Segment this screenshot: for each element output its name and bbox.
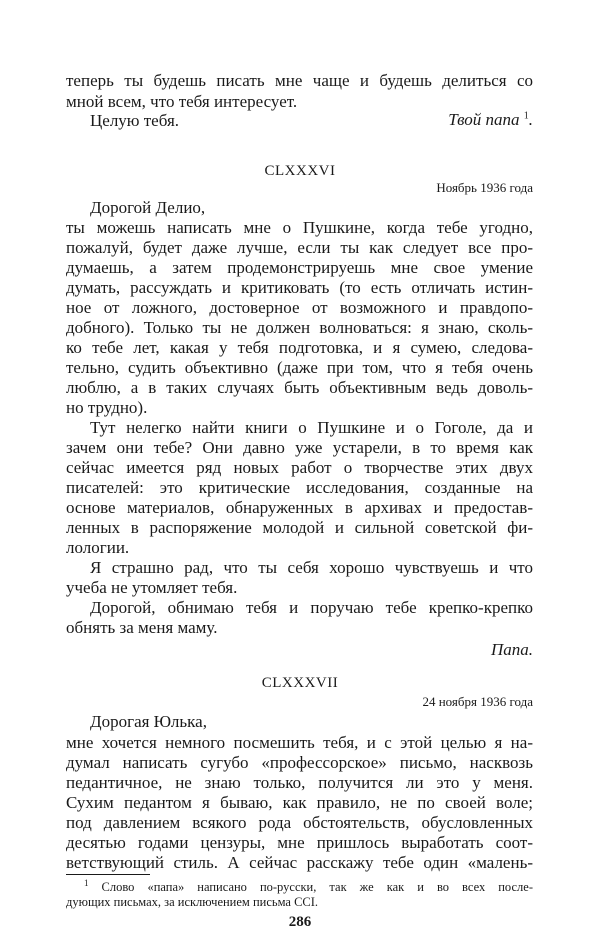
text-line: думать, рассуждать и критиковать (то есть отличать истин- <box>66 278 533 297</box>
text-line: Сухим педантом я бываю, как правило, не по своей воле; <box>66 793 533 812</box>
text-line: теперь ты будешь писать мне чаще и будешь делиться со <box>66 71 533 90</box>
text-line: думаешь, а затем продемонстрируешь мне свое умение <box>66 258 533 277</box>
letter-number: CLXXXVI <box>264 163 336 179</box>
footnote-line: дующих письмах, за исключением письма CCI. <box>66 895 319 909</box>
text-line: Я страшно рад, что ты себя хорошо чувствуешь и что <box>90 558 533 577</box>
page-number: 286 <box>288 914 312 930</box>
text-line: под давлением всякого рода обстоятельств, обусловленных <box>66 813 533 832</box>
text-line: ветствующий стиль. А сейчас расскажу тебе один «малень- <box>66 853 533 872</box>
text-line: ты можешь написать мне о Пушкине, когда тебе угодно, <box>66 218 533 237</box>
text-line: Тут нелегко найти книги о Пушкине и о Гоголе, да и <box>90 418 533 437</box>
text-line: люблю, а в таких случаях быть объективным ведь доволь- <box>66 378 533 397</box>
letter-date: Ноябрь 1936 года <box>436 180 533 195</box>
text-line: сейчас имеется ряд новых работ о творчестве этих двух <box>66 458 533 477</box>
signature-period: . <box>528 110 533 129</box>
letter-salutation: Дорогая Юлька, <box>90 712 207 731</box>
text-line: тельно, судить объективно (даже при том, что я тебя очень <box>66 358 533 377</box>
letter-salutation: Дорогой Делио, <box>90 198 206 217</box>
footnote-mark: 1 <box>84 877 89 888</box>
text-line: лологии. <box>66 538 130 557</box>
text-line: основе материалов, обнаруженных в архивах и предостав- <box>66 498 533 517</box>
letter-closing: Целую тебя. <box>90 111 180 130</box>
signature-text: Твой папа <box>448 110 520 129</box>
footnote-line <box>84 877 533 895</box>
text-line: десятью годами цензуры, мне пришлось выработать соот- <box>66 833 533 852</box>
text-line: ленных в распоряжение молодой и сильной советской фи- <box>66 518 533 537</box>
letter-date: 24 ноября 1936 года <box>422 694 533 709</box>
text-line: мной всем, что тебя интересует. <box>66 92 298 111</box>
text-line: учеба не утомляет тебя. <box>66 578 238 597</box>
text-line: мне хочется немного посмешить тебя, и с этой целью я на- <box>66 733 533 752</box>
letter-signature <box>448 110 533 130</box>
text-line: писателей: это критические исследования, созданные на <box>66 478 533 497</box>
text-line: педантичное, не знаю только, получится ли это у меня. <box>66 773 533 792</box>
letter-number: CLXXXVII <box>261 675 339 691</box>
footnote-reference: 1 <box>523 110 529 122</box>
text-line: зачем они тебе? Они давно уже устарели, в то время как <box>66 438 533 457</box>
footnote-rule <box>66 874 150 875</box>
text-line: думал написать сугубо «профессорское» письмо, насквозь <box>66 753 533 772</box>
text-line: добного). Только ты не должен волноваться: я знаю, сколь- <box>66 318 533 337</box>
text-line: ное от ложного, достоверное от возможного и правдопо- <box>66 298 533 317</box>
text-line: ко тебе лет, какая у тебя подготовка, и я сумею, следова- <box>66 338 533 357</box>
letter-signature: Папа. <box>490 640 533 659</box>
text-line: Дорогой, обнимаю тебя и поручаю тебе крепко-крепко <box>90 598 533 617</box>
text-line: но трудно). <box>66 398 148 417</box>
footnote-text: Слово «папа» написано по-русски, так же как и во всех после- <box>101 880 533 894</box>
text-line: пожалуй, будет даже лучше, если ты как следует все про- <box>66 238 533 257</box>
text-line: обнять за меня маму. <box>66 618 218 637</box>
